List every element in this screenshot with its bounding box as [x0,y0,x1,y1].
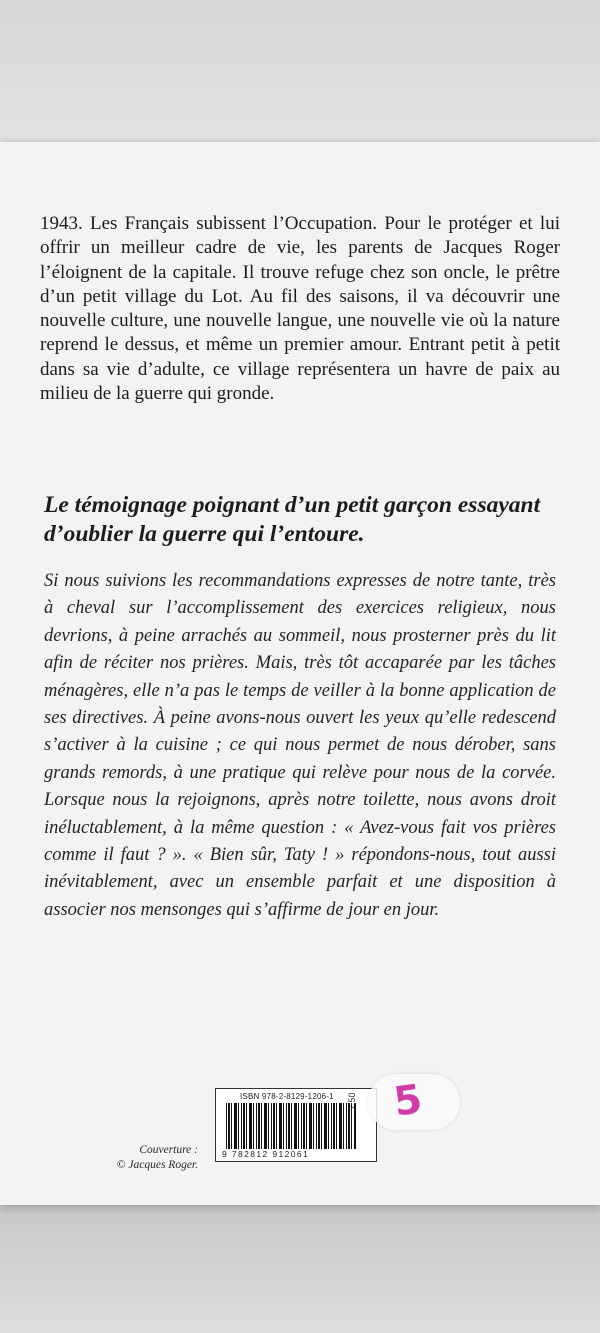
cover-credit [112,1143,198,1173]
price-sticker [368,1074,460,1130]
barcode-icon [226,1103,356,1149]
tagline: Le témoignage poignant d’un petit garçon essayant d’oublier la guerre qui l’entoure. [44,492,541,547]
barcode-digits: 9 782812 912061 [222,1149,310,1159]
price-label: 7,50 [347,1092,357,1110]
excerpt-paragraph: Si nous suivions les recommandations expresses de notre tante, très à cheval sur l’accomplissement des exercices religieux, nous devrions, à peine arrachés au sommeil, nous prosterner près du lit afin de réciter nos prières. Mais, très tôt accaparée par les tâches ménagères, elle n’a pas le temps de veiller à la bonne application de ses directives. À peine avons-nous ouvert les yeux qu’elle redescend s’activer à la cuisine ; ce qui nous permet de nous dérober, sans grands remords, à une pratique qui relève pour nous de la corvée. Lorsque nous la rejoignons, après notre toilette, nous avons droit inéluctablement, à la même question : « Avez-vous fait vos prières comme il faut ? ». « Bien sûr, Taty ! » répondons-nous, tout aussi inévitablement, avec un ensemble parfait et une disposition à associer nos mensonges qui s’affirme de jour en jour. [44,571,556,920]
isbn-text: ISBN 978-2-8129-1206-1 [240,1092,334,1101]
background-surface-top [0,0,600,150]
cover-credit-label: Couverture : [139,1144,198,1156]
blurb-paragraph: 1943. Les Français subissent l’Occupation. Pour le protéger et lui offrir un meilleur cadre de vie, les parents de Jacques Roger l’éloignent de la capitale. Il trouve refuge chez son oncle, le prêtre d’un petit village du Lot. Au fil des saisons, il va découvrir une nouvelle culture, une nouvelle langue, une nouvelle vie où la nature reprend le dessus, et même un premier amour. Entrant petit à petit dans sa vie d’adulte, ce village représentera un havre de paix au milieu de la guerre qui gronde. [40,213,560,405]
cover-credit-author: © Jacques Roger. [116,1159,198,1171]
handwritten-mark: 5 [390,1076,425,1126]
background-surface-bottom [0,1205,600,1333]
